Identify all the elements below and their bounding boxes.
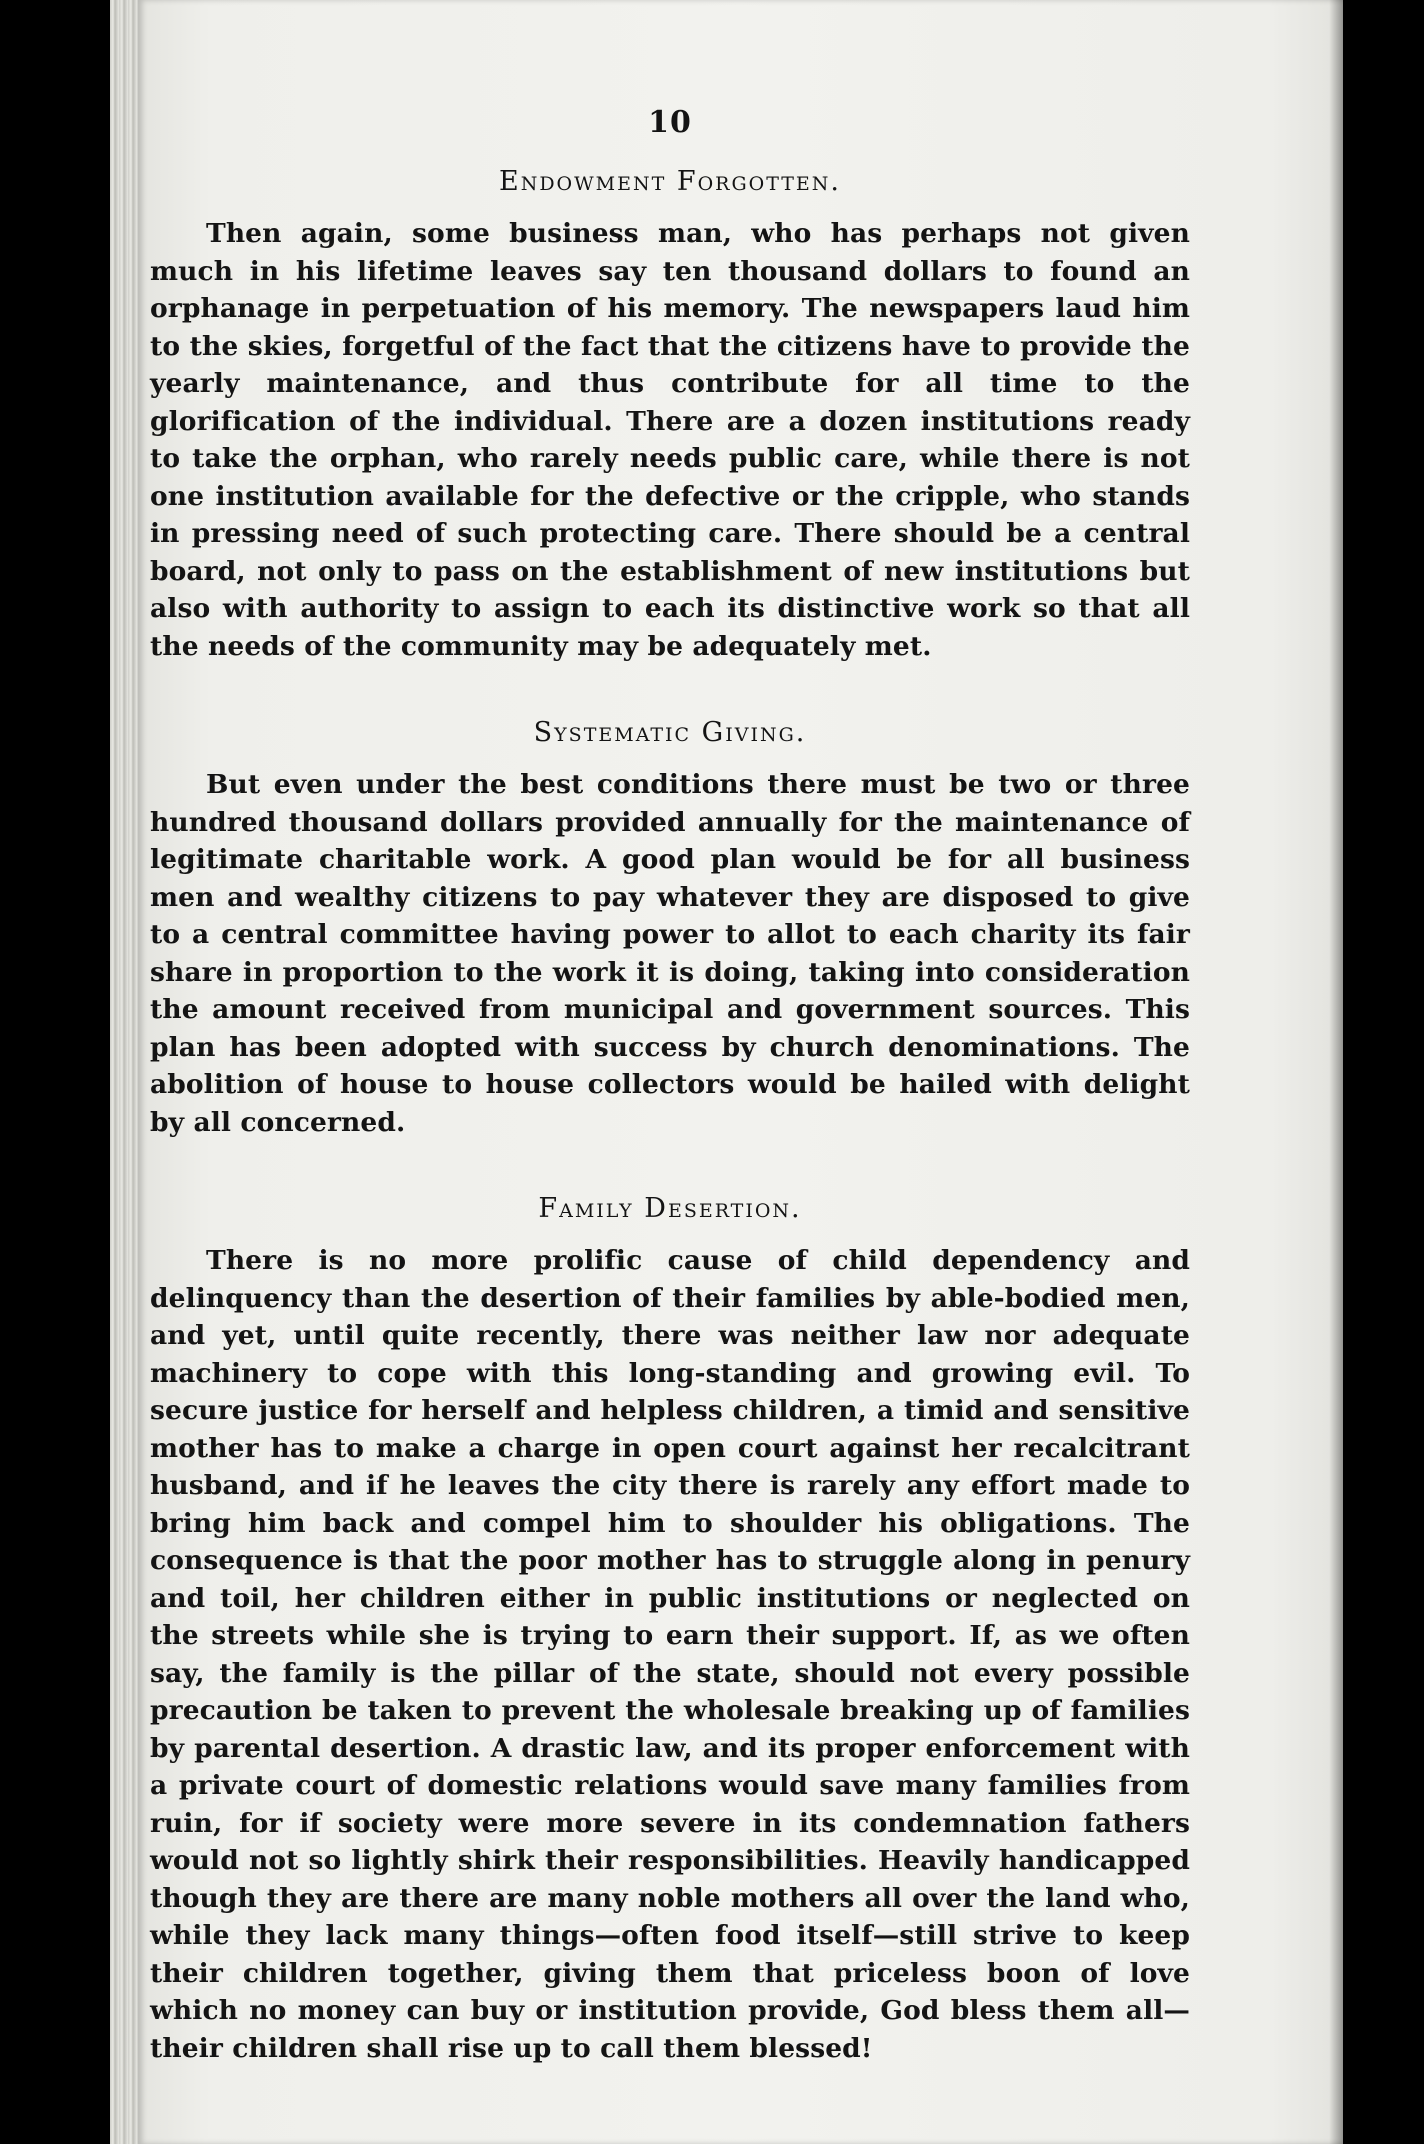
section-paragraph: There is no more prolific cause of child dependency and delinquency than the desertion of their families by able-bodied men, and yet, until quite recently, there was neither law nor adequate machinery to cope with this long-standing and growing evil. To secure justice for herself and helpless children, a timid and sensitive mother has to make a charge in open court against her recalcitrant husband, and if he leaves the city there is rarely any effort made to bring him back and compel him to shoulder his obligations. The consequence is that the poor mother has to struggle along in penury and toil, her children either in public institutions or neglected on the streets while she is trying to earn their support. If, as we often say, the family is the pillar of the state, should not every possible precaution be taken to prevent the wholesale breaking up of families by parental desertion. A drastic law, and its proper enforcement with a private court of domestic relations would save many families from ruin, for if society were more severe in its condemnation fathers would not so lightly shirk their responsibilities. Heavily handicapped though they are there are many noble mothers all over the land who, while they lack many things—often food itself—still strive to keep their children together, giving them that priceless boon of love which no money can buy or institution provide, God bless them all—their children shall rise up to call them blessed! bbox=[150, 1245, 1190, 2064]
section-heading: Endowment Forgotten. bbox=[498, 166, 842, 197]
section-endowment-forgotten bbox=[150, 166, 1190, 665]
page-number: 10 bbox=[648, 105, 692, 140]
section-paragraph: But even under the best conditions there must be two or three hundred thousand dollars provided annually for the maintenance of legitimate charitable work. A good plan would be for all business men and wealthy citizens to pay whatever they are disposed to give to a central committee having power to allot to each charity its fair share in proportion to the work it is doing, taking into consideration the amount received from municipal and government sources. This plan has been adopted with success by church denominations. The abolition of house to house collectors would be hailed with delight by all concerned. bbox=[150, 769, 1190, 1138]
page-edge-shadow bbox=[1329, 0, 1343, 2144]
section-heading: Family Desertion. bbox=[538, 1193, 802, 1224]
section-paragraph: Then again, some business man, who has perhaps not given much in his lifetime leaves say ten thousand dollars to found an orphanage in perpetuation of his memory. The newspapers laud him to the skies, forgetful of the fact that the citizens have to provide the yearly maintenance, and thus contribute for all time to the glorification of the individual. There are a dozen institutions ready to take the orphan, who rarely needs public care, while there is not one institution available for the defective or the cripple, who stands in pressing need of such protecting care. There should be a central board, not only to pass on the establishment of new institutions but also with authority to assign to each its distinctive work so that all the needs of the community may be adequately met. bbox=[150, 218, 1190, 662]
section-heading: Systematic Giving. bbox=[533, 717, 807, 748]
section-family-desertion bbox=[150, 1193, 1190, 2067]
page-content bbox=[150, 105, 1190, 2119]
section-systematic-giving bbox=[150, 717, 1190, 1141]
